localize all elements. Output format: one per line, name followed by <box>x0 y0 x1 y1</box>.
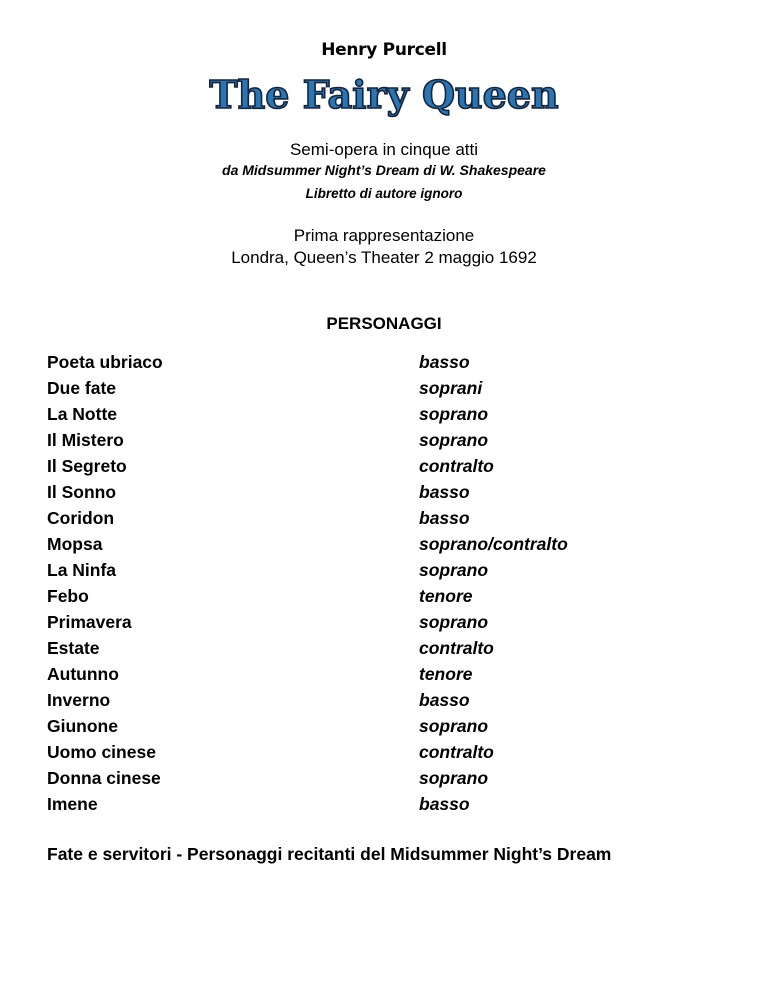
cast-row <box>47 531 727 557</box>
role-name: Primavera <box>47 612 132 632</box>
cast-row <box>47 635 727 661</box>
cast-row <box>47 375 727 401</box>
voice-type: contralto <box>419 456 494 476</box>
cast-heading: PERSONAGGI <box>326 314 442 333</box>
voice-type: soprano <box>419 560 489 580</box>
role-name: Giunone <box>47 716 118 736</box>
role-name: Donna cinese <box>47 768 161 788</box>
role-name: Estate <box>47 638 100 658</box>
voice-type: soprani <box>419 378 483 398</box>
voice-type: tenore <box>419 664 473 684</box>
role-name: Il Sonno <box>47 482 117 502</box>
voice-type: basso <box>419 482 470 502</box>
footer-note: Fate e servitori - Personaggi recitanti del Midsummer Night’s Dream <box>47 844 612 864</box>
voice-type: soprano/contralto <box>419 534 568 554</box>
role-name: Febo <box>47 586 89 606</box>
librettist-credit: Libretto di autore ignoro <box>305 186 463 201</box>
cast-row <box>47 609 727 635</box>
cast-row <box>47 765 727 791</box>
voice-type: basso <box>419 508 470 528</box>
voice-type: contralto <box>419 638 494 658</box>
voice-type: soprano <box>419 768 489 788</box>
voice-type: tenore <box>419 586 473 606</box>
voice-type: soprano <box>419 716 489 736</box>
role-name: Il Segreto <box>47 456 127 476</box>
cast-list <box>47 349 727 817</box>
cast-row <box>47 349 727 375</box>
cast-row <box>47 739 727 765</box>
cast-row <box>47 453 727 479</box>
role-name: Coridon <box>47 508 115 528</box>
voice-type: contralto <box>419 742 494 762</box>
cast-row <box>47 583 727 609</box>
role-name: Uomo cinese <box>47 742 156 762</box>
premiere-label: Prima rappresentazione <box>293 226 475 245</box>
role-name: Poeta ubriaco <box>47 352 163 372</box>
premiere-detail: Londra, Queen’s Theater 2 maggio 1692 <box>231 248 537 267</box>
role-name: Autunno <box>47 664 119 684</box>
voice-type: basso <box>419 352 470 372</box>
source-credit: da Midsummer Night’s Dream di W. Shakespeare <box>222 162 546 178</box>
role-name: Inverno <box>47 690 111 710</box>
cast-row <box>47 557 727 583</box>
opera-title: The Fairy Queen <box>209 72 559 117</box>
cast-row <box>47 427 727 453</box>
role-name: Imene <box>47 794 98 814</box>
voice-type: basso <box>419 690 470 710</box>
voice-type: basso <box>419 794 470 814</box>
voice-type: soprano <box>419 404 489 424</box>
cast-row <box>47 791 727 817</box>
voice-type: soprano <box>419 612 489 632</box>
opera-subtitle: Semi-opera in cinque atti <box>289 140 479 159</box>
role-name: La Notte <box>47 404 117 424</box>
cast-row <box>47 713 727 739</box>
cast-row <box>47 505 727 531</box>
voice-type: soprano <box>419 430 489 450</box>
role-name: La Ninfa <box>47 560 117 580</box>
role-name: Due fate <box>47 378 117 398</box>
cast-row <box>47 479 727 505</box>
cast-row <box>47 401 727 427</box>
cast-row <box>47 661 727 687</box>
composer-name: Henry Purcell <box>321 40 447 60</box>
role-name: Mopsa <box>47 534 103 554</box>
role-name: Il Mistero <box>47 430 124 450</box>
cast-row <box>47 687 727 713</box>
